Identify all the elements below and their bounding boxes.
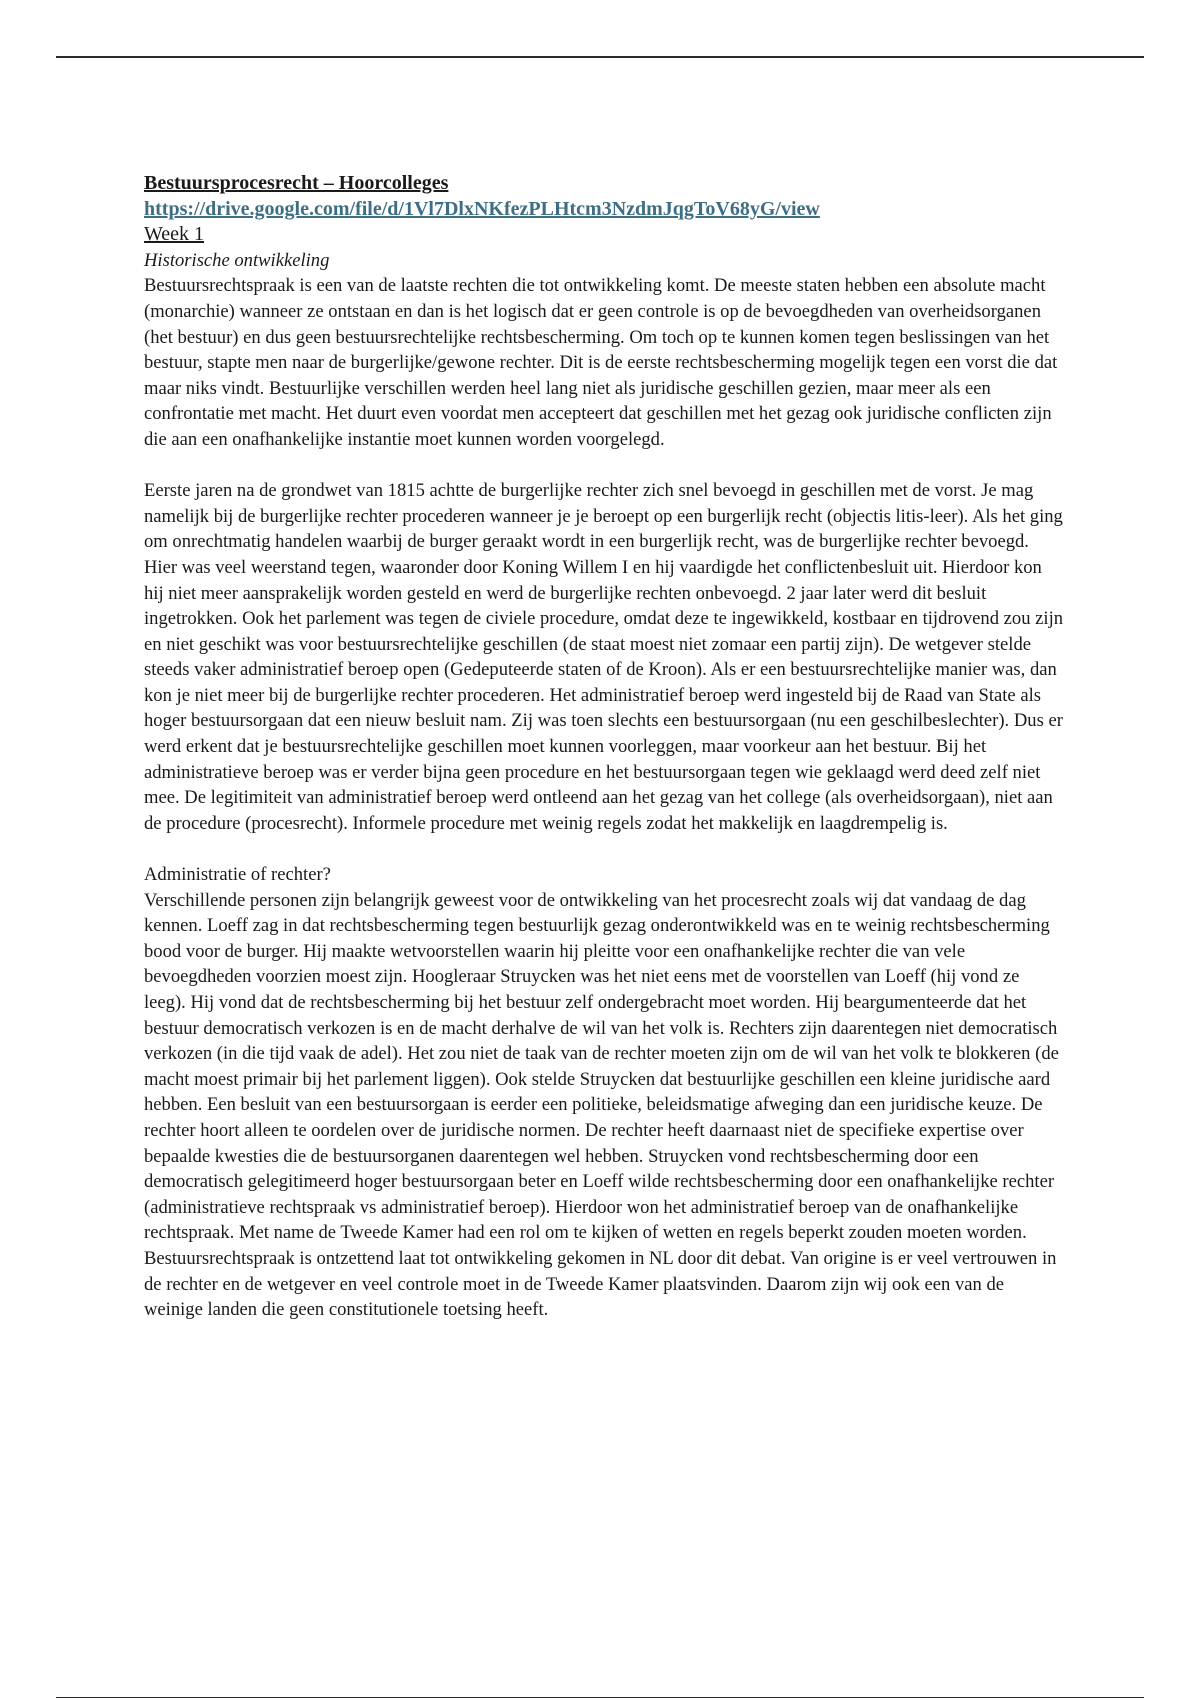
drive-link[interactable]: https://drive.google.com/file/d/1Vl7DlxNKfezPLHtcm3NzdmJqgToV68yG/view [144, 197, 820, 220]
paragraph-3: Verschillende personen zijn belangrijk geweest voor de ontwikkeling van het procesrecht zoals wij dat vandaag de dag kennen. Loeff zag in dat rechtsbescherming tegen bestuurlijk gezag onderontwikkeld was en te weinig rechtsbescherming bood voor de burger. Hij maakte wetvoorstellen waarin hij pleitte voor een onafhankelijke rechter die van vele bevoegdheden voorzien moest zijn. Hoogleraar Struycken was het niet eens met de voorstellen van Loeff (hij vond ze leeg). Hij vond dat de rechtsbescherming bij het bestuur zelf ondergebracht moet worden. Hij beargumenteerde dat het bestuur democratisch verkozen is en de macht derhalve de wil van het volk is. Rechters zijn daarentegen niet democratisch verkozen (in die tijd vaak de adel). Het zou niet de taak van de rechter moeten zijn om de wil van het volk te blokkeren (de macht moest primair bij het parlement liggen). Ook stelde Struycken dat bestuurlijke geschillen een kleine juridische aard hebben. Een besluit van een bestuursorgaan is eerder een politieke, beleidsmatige afweging dan een juridische keuze. De rechter hoort alleen te oordelen over de juridische normen. De rechter heeft daarnaast niet de specifieke expertise over bepaalde kwesties die de bestuursorganen daarentegen wel hebben. Struycken vond rechtsbescherming door een democratisch gelegitimeerd hoger bestuursorgaan beter en Loeff wilde rechtsbescherming door een onafhankelijke rechter (administratieve rechtspraak vs administratief beroep). Hierdoor won het administratief beroep van de onafhankelijke rechtspraak. Met name de Tweede Kamer had een rol om te kijken of wetten en regels beperkt zouden moeten worden. [144, 889, 1059, 1244]
section-heading-administratie-of-rechter: Administratie of rechter? [144, 864, 331, 886]
top-rule [56, 56, 1144, 58]
paragraph-gap [144, 453, 1064, 479]
paragraph-4: Bestuursrechtspraak is ontzettend laat tot ontwikkeling gekomen in NL door dit debat. Van origine is er veel vertrouwen in de rechter en de wetgever en veel controle moet in de Tweede Kamer plaatsvinden. Daarom zijn wij ook een van de weinige landen die geen constitutionele toetsing heeft. [144, 1247, 1057, 1321]
bottom-rule [56, 1697, 1144, 1698]
document-title: Bestuursprocesrecht – Hoorcolleges [144, 172, 449, 194]
paragraph-2: Eerste jaren na de grondwet van 1815 achtte de burgerlijke rechter zich snel bevoegd in geschillen met de vorst. Je mag namelijk bij de burgerlijke rechter procederen wanneer je je beroept op een burgerlijk recht (objectis litis-leer). Als het ging om onrechtmatig handelen waarbij de burger geraakt wordt in een burgerlijk recht, was de burgerlijke rechter bevoegd. Hier was veel weerstand tegen, waaronder door Koning Willem I en hij vaardigde het conflictenbesluit uit. Hierdoor kon hij niet meer aansprakelijk worden gesteld en werd de burgerlijke rechten onbevoegd. 2 jaar later werd dit besluit ingetrokken. Ook het parlement was tegen de civiele procedure, omdat deze te ingewikkeld, kostbaar en tijdrovend zou zijn en niet geschikt was voor bestuursrechtelijke geschillen (de staat moest niet zomaar een partij zijn). De wetgever stelde steeds vaker administratief beroep open (Gedeputeerde staten of de Kroon). Als er een bestuursrechtelijke manier was, dan kon je niet meer bij de burgerlijke rechter procederen. Het administratief beroep werd ingesteld bij de Raad van State als hoger bestuursorgaan dat een nieuw besluit nam. Zij was toen slechts een bestuursorgaan (nu een geschilbeslechter). Dus er werd erkent dat je bestuursrechtelijke geschillen moet kunnen voorleggen, maar voorkeur aan het bestuur. Bij het administratieve beroep was er verder bijna geen procedure en het bestuursorgaan tegen wie geklaagd werd deed zelf niet mee. De legitimiteit van administratief beroep werd ontleend aan het gezag van het college (als overheidsorgaan), niet aan de procedure (procesrecht). Informele procedure met weinig regels zodat het makkelijk en laagdrempelig is. [144, 480, 1064, 834]
section-heading-historische-ontwikkeling: Historische ontwikkeling [144, 249, 330, 271]
document-body [144, 171, 1064, 1323]
week-heading: Week 1 [144, 223, 205, 246]
paragraph-1: Bestuursrechtspraak is een van de laatste rechten die tot ontwikkeling komt. De meeste staten hebben een absolute macht (monarchie) wanneer ze ontstaan en dan is het logisch dat er geen controle is op de bevoegdheden van overheidsorganen (het bestuur) en dus geen bestuursrechtelijke rechtsbescherming. Om toch op te kunnen komen tegen beslissingen van het bestuur, stapte men naar de burgerlijke/gewone rechter. Dit is de eerste rechtsbescherming mogelijk tegen een vorst die dat maar niks vindt. Bestuurlijke verschillen werden heel lang niet als juridische geschillen gezien, maar meer als een confrontatie met macht. Het duurt even voordat men accepteert dat geschillen met het gezag ook juridische conflicten zijn die aan een onafhankelijke instantie moet kunnen worden voorgelegd. [144, 275, 1058, 450]
paragraph-gap [144, 836, 1064, 862]
